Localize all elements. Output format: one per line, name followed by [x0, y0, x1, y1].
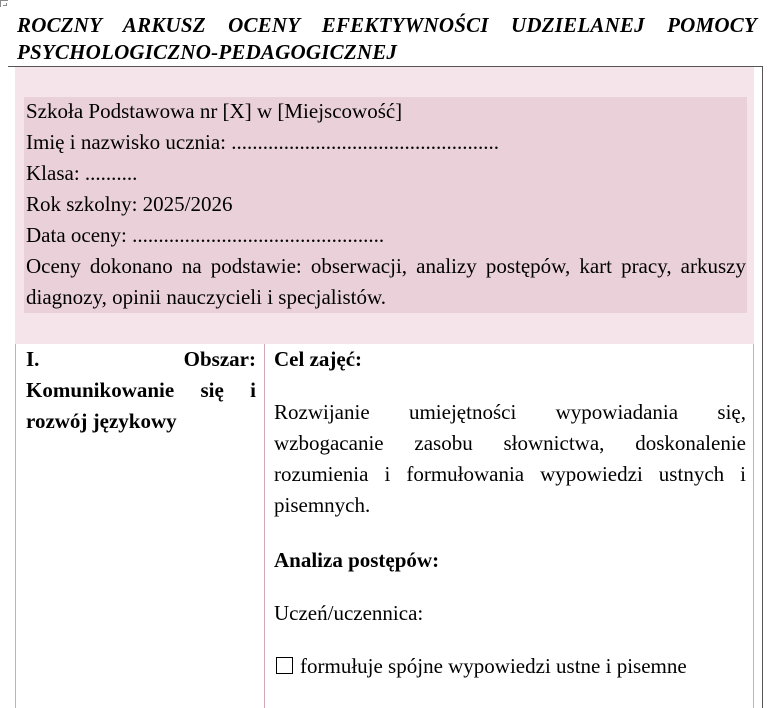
document-title: ROCZNY ARKUSZ OCENY EFEKTYWNOŚCI UDZIELANEJ POMOCY PSYCHOLOGICZNO-PEDAGOGICZNEJ — [17, 13, 757, 64]
area-title: I. Obszar: Komunikowanie się i rozwój językowy — [26, 347, 256, 433]
school-year: Rok szkolny: 2025/2026 — [26, 192, 233, 216]
assessment-date-field: Data oceny: ................................................ — [26, 223, 385, 247]
class-field: Klasa: .......... — [26, 161, 138, 185]
assessment-basis: Oceny dokonano na podstawie: obserwacji, analizy postępów, kart pracy, arkuszy diagnozy, opinii nauczycieli i specjalistów. — [26, 254, 746, 309]
text-boundary-marker — [0, 0, 8, 7]
page-right-border — [762, 66, 763, 708]
table-right-border — [753, 344, 754, 708]
checklist-item[interactable] — [274, 651, 746, 682]
table-column-divider — [264, 344, 265, 708]
progress-heading: Analiza postępów: — [274, 548, 440, 572]
checkbox-icon[interactable] — [276, 657, 293, 674]
table-left-border — [15, 344, 16, 708]
area-title-cell — [26, 344, 256, 437]
goal-text: Rozwijanie umiejętności wypowiadania się, wzbogacanie zasobu słownictwa, doskonalenie rozumienia i formułowania wypowiedzi ustnych i pisemnych. — [274, 400, 746, 517]
checklist-item-label: formułuje spójne wypowiedzi ustne i pisemne — [300, 654, 687, 678]
area-details-cell — [274, 344, 746, 682]
student-name-field: Imię i nazwisko ucznia: ................................................... — [26, 130, 500, 154]
student-label: Uczeń/uczennica: — [274, 601, 424, 625]
student-info — [26, 96, 746, 313]
school-name: Szkoła Podstawowa nr [X] w [Miejscowość] — [26, 99, 403, 123]
goal-heading: Cel zajęć: — [274, 347, 363, 371]
